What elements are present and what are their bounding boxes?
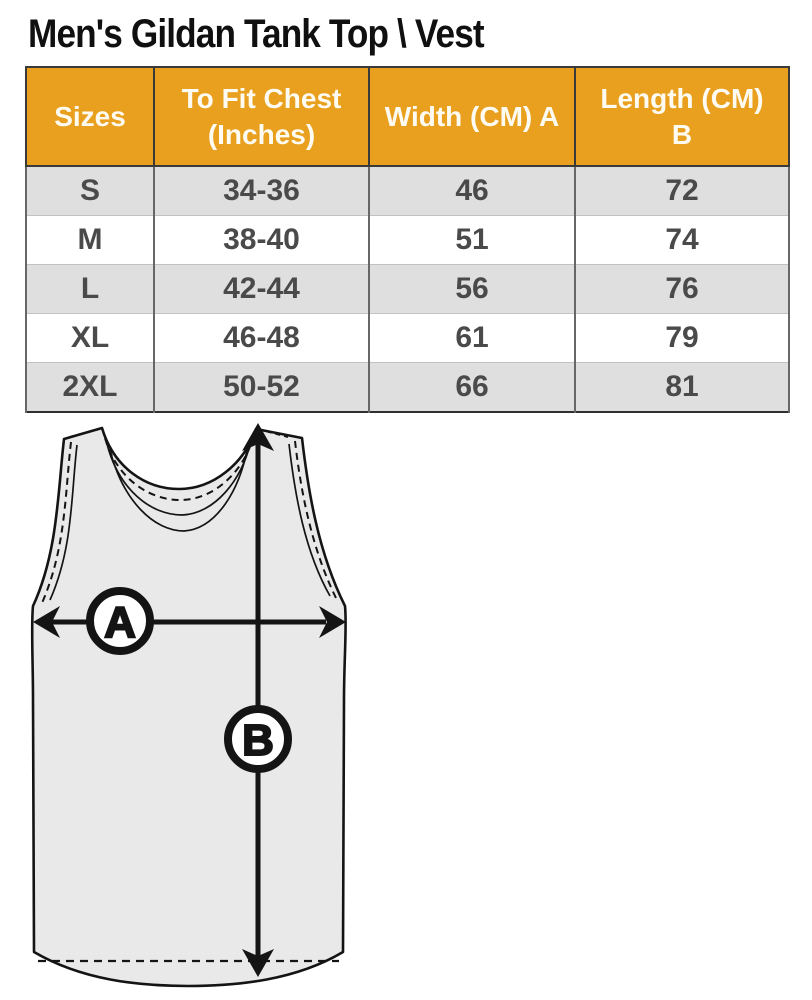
cell-length: 79: [575, 314, 789, 363]
cell-width: 66: [369, 363, 575, 413]
col-header-line: Length (CM): [600, 82, 764, 114]
cell-chest: 50-52: [154, 363, 369, 413]
header-row: [26, 67, 789, 166]
size-chart-table: [25, 66, 790, 413]
table-row-2xl: [26, 363, 789, 413]
cell-length: 76: [575, 265, 789, 314]
cell-size: S: [26, 166, 154, 216]
cell-length: 74: [575, 216, 789, 265]
cell-chest: 46-48: [154, 314, 369, 363]
col-header-line: To Fit Chest: [181, 82, 342, 114]
cell-size: M: [26, 216, 154, 265]
col-header-length: [575, 67, 789, 166]
col-header-line: Width (CM) A: [384, 100, 560, 132]
cell-chest: 38-40: [154, 216, 369, 265]
label-b-text: B: [242, 716, 274, 765]
cell-width: 61: [369, 314, 575, 363]
cell-chest: 34-36: [154, 166, 369, 216]
cell-size: XL: [26, 314, 154, 363]
table-row-l: [26, 265, 789, 314]
col-header-line: B: [671, 118, 693, 150]
cell-length: 72: [575, 166, 789, 216]
col-header-sizes: [26, 67, 154, 166]
page-title: Men's Gildan Tank Top \ Vest: [28, 12, 484, 56]
col-header-chest: [154, 67, 369, 166]
label-a-text: A: [104, 598, 136, 647]
cell-size: L: [26, 265, 154, 314]
cell-width: 56: [369, 265, 575, 314]
table-row-m: [26, 216, 789, 265]
label-a-badge: [90, 591, 150, 651]
col-header-line: (Inches): [207, 118, 316, 150]
col-header-line: Sizes: [54, 100, 126, 132]
tank-top-diagram: [0, 408, 400, 1000]
table-row-s: [26, 166, 789, 216]
col-header-width: [369, 67, 575, 166]
cell-chest: 42-44: [154, 265, 369, 314]
cell-length: 81: [575, 363, 789, 413]
cell-size: 2XL: [26, 363, 154, 413]
label-b-badge: [228, 709, 288, 769]
cell-width: 51: [369, 216, 575, 265]
tank-outline: [32, 428, 346, 986]
table-row-xl: [26, 314, 789, 363]
cell-width: 46: [369, 166, 575, 216]
